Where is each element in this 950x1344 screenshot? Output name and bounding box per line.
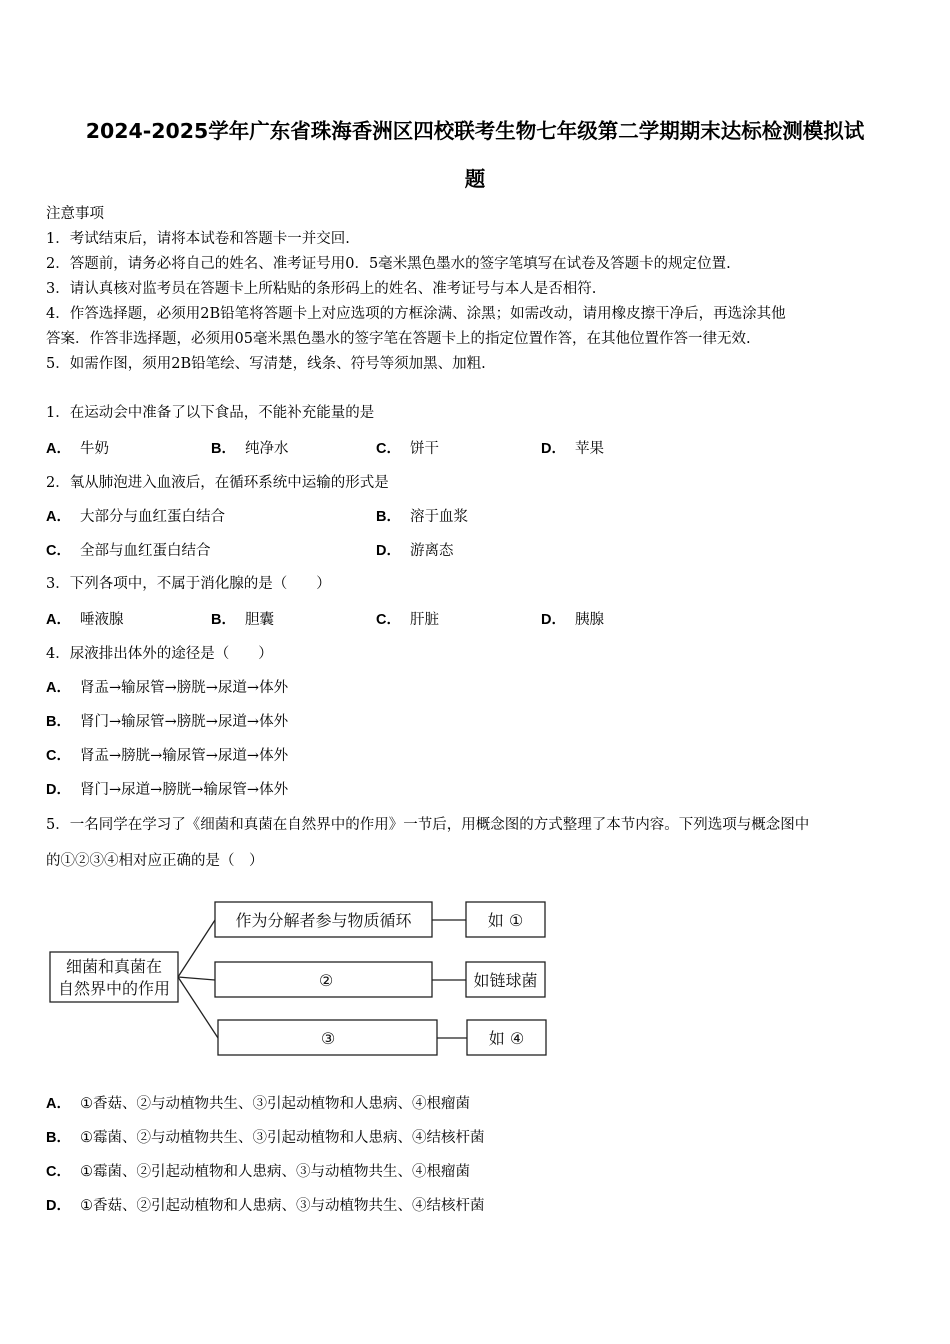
exam-title-line1: 2024-2025学年广东省珠海香洲区四校联考生物七年级第二学期期末达标检测模拟试 xyxy=(85,119,865,143)
q2-option-b: B． 溶于血浆 xyxy=(376,509,468,525)
question-2-stem: 2．氧从肺泡进入血液后，在循环系统中运输的形式是 xyxy=(46,475,389,491)
connector-line-3 xyxy=(178,977,218,1038)
notice-item-4: 4．作答选择题，必须用2B铅笔将答题卡上对应选项的方框涂满、涂黑；如需改动，请用橡皮擦干净后，再选涂其他 xyxy=(46,306,786,322)
q5-option-b: B． ①霉菌、②与动植物共生、③引起动植物和人患病、④结核杆菌 xyxy=(46,1130,485,1146)
concept-branch-3-label: ③ xyxy=(320,1029,336,1048)
q2-option-a: A． 大部分与血红蛋白结合 xyxy=(46,509,225,525)
exam-title-line2: 题 xyxy=(464,167,486,191)
q3-option-a: A． 唾液腺 xyxy=(46,612,124,628)
question-1-stem: 1．在运动会中准备了以下食品，不能补充能量的是 xyxy=(46,405,375,421)
concept-leaf-3-label: 如 ④ xyxy=(488,1029,525,1048)
q3-option-b: B． 胆囊 xyxy=(211,612,274,628)
q5-option-a: A． ①香菇、②与动植物共生、③引起动植物和人患病、④根瘤菌 xyxy=(46,1096,470,1112)
question-3-stem: 3．下列各项中，不属于消化腺的是（ ） xyxy=(46,576,331,592)
concept-branch-1-label: 作为分解者参与物质循环 xyxy=(235,911,412,930)
q2-option-d: D． 游离态 xyxy=(376,543,454,559)
q4-option-c: C． 肾盂→膀胱→输尿管→尿道→体外 xyxy=(46,748,289,764)
q1-option-c: C． 饼干 xyxy=(376,441,439,457)
q5-option-c: C． ①霉菌、②引起动植物和人患病、③与动植物共生、④根瘤菌 xyxy=(46,1164,470,1180)
notice-item-1: 1．考试结束后，请将本试卷和答题卡一并交回. xyxy=(46,231,350,247)
concept-branch-2-label: ② xyxy=(318,971,334,990)
concept-map-diagram xyxy=(46,890,566,1065)
q3-option-c: C． 肝脏 xyxy=(376,612,439,628)
question-5-stem-cont: 的①②③④相对应正确的是（ ） xyxy=(46,853,264,869)
connector-line-2 xyxy=(178,977,215,980)
concept-root-label-1: 细菌和真菌在 xyxy=(65,957,163,976)
q4-option-d: D． 肾门→尿道→膀胱→输尿管→体外 xyxy=(46,782,289,798)
q5-option-d: D． ①香菇、②引起动植物和人患病、③与动植物共生、④结核杆菌 xyxy=(46,1198,485,1214)
q1-option-a: A． 牛奶 xyxy=(46,441,109,457)
q3-option-d: D． 胰腺 xyxy=(541,612,604,628)
concept-root-label-2: 自然界中的作用 xyxy=(57,979,171,998)
notice-item-3: 3．请认真核对监考员在答题卡上所粘贴的条形码上的姓名、准考证号与本人是否相符. xyxy=(46,281,597,297)
concept-leaf-2-label: 如链球菌 xyxy=(473,971,538,990)
concept-leaf-1-label: 如 ① xyxy=(487,911,524,930)
q4-option-a: A． 肾盂→输尿管→膀胱→尿道→体外 xyxy=(46,680,289,696)
notice-item-2: 2．答题前，请务必将自己的姓名、准考证号用0．5毫米黑色墨水的签字笔填写在试卷及答题卡的规定位置. xyxy=(46,256,731,272)
notice-heading: 注意事项 xyxy=(46,206,104,222)
question-4-stem: 4．尿液排出体外的途径是（ ） xyxy=(46,646,273,662)
q1-option-b: B． 纯净水 xyxy=(211,441,289,457)
question-5-stem: 5．一名同学在学习了《细菌和真菌在自然界中的作用》一节后，用概念图的方式整理了本节内容。下列选项与概念图中 xyxy=(46,817,810,833)
q1-option-d: D． 苹果 xyxy=(541,441,604,457)
notice-item-4-cont: 答案．作答非选择题，必须用05毫米黑色墨水的签字笔在答题卡上的指定位置作答，在其他位置作答一律无效. xyxy=(46,331,751,347)
q2-option-c: C． 全部与血红蛋白结合 xyxy=(46,543,211,559)
connector-line-1 xyxy=(178,920,215,977)
q4-option-b: B． 肾门→输尿管→膀胱→尿道→体外 xyxy=(46,714,289,730)
notice-item-5: 5．如需作图，须用2B铅笔绘、写清楚，线条、符号等须加黑、加粗. xyxy=(46,356,486,372)
